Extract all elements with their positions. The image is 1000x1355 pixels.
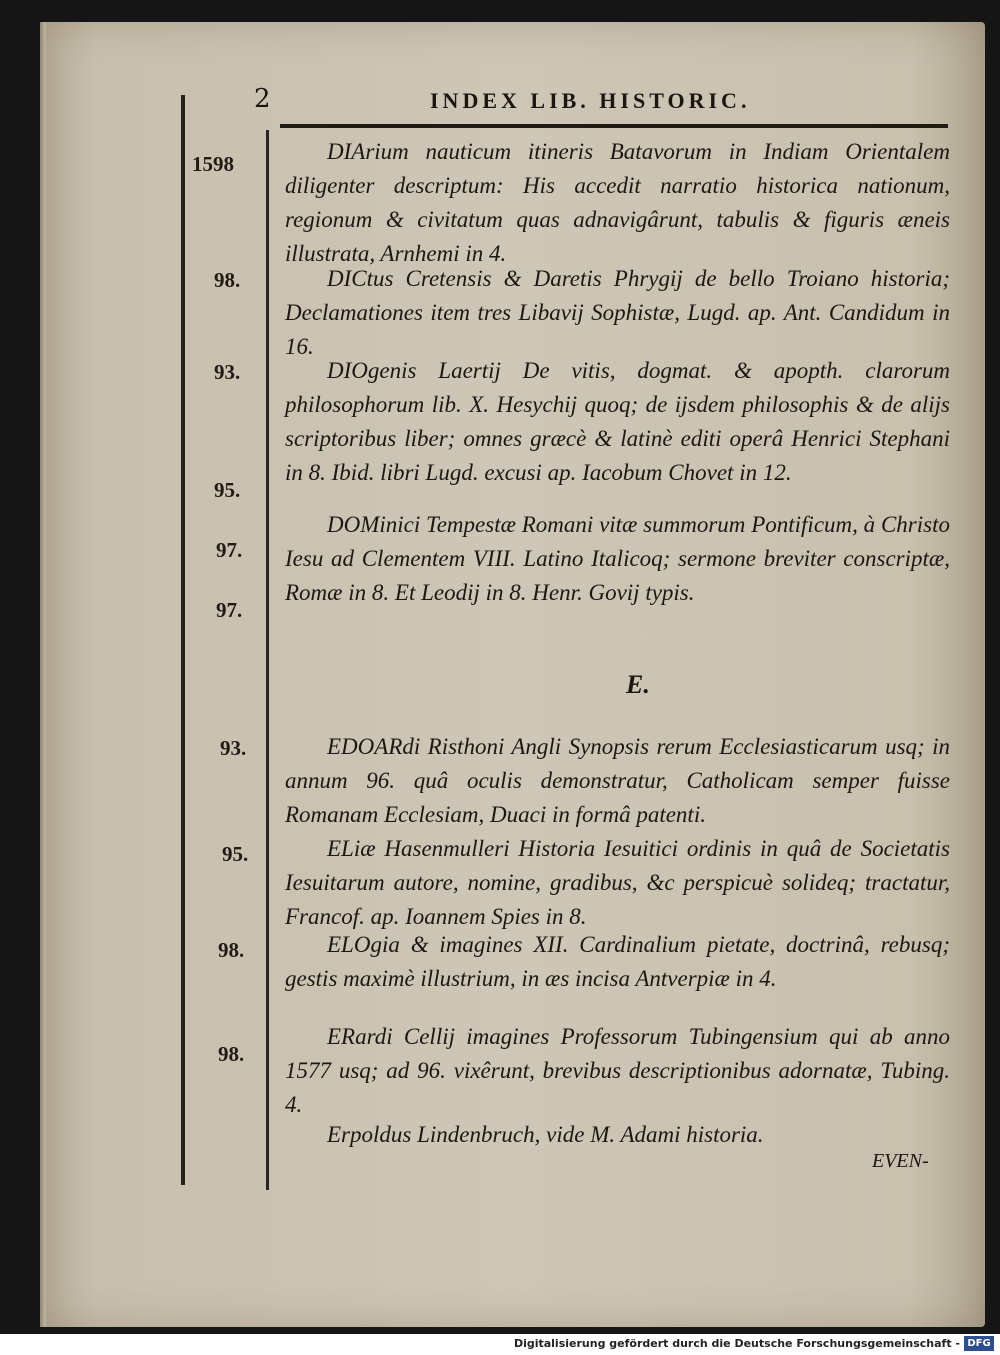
margin-year: 93. (220, 736, 247, 760)
margin-year: 95. (214, 478, 241, 502)
margin-rule-right (266, 130, 269, 1190)
index-entry: DOMinici Tempestæ Romani vitæ summorum Pontificum, à Christo Iesu ad Clementem VIII. Latino Italicoq; sermone breviter conscriptæ, Romæ in 8. Et Leodij in 8. Henr. Govij typis. (285, 512, 950, 605)
margin-rule-left (181, 95, 185, 1185)
index-entry: DIArium nauticum itineris Batavorum in Indiam Orientalem diligenter descriptum: His accedit narratio historica nationum, regionum & civitatum quas adnavigârunt, tabulis & figuris æneis illustrata, Arnhemi in 4. (285, 139, 950, 266)
running-head: INDEX LIB. HISTORIC. (430, 88, 751, 113)
margin-year: 98. (214, 268, 241, 292)
index-entry: ERardi Cellij imagines Professorum Tubingensium qui ab anno 1577 usq; ad 96. vixêrunt, brevibus descriptionibus adornatæ, Tubing. 4. (285, 1024, 950, 1117)
margin-year: 97. (216, 538, 243, 562)
header-rule (280, 124, 948, 128)
page-gutter-edge (40, 22, 46, 1327)
margin-year: 1598 (192, 152, 234, 176)
catchword: EVEN- (872, 1150, 929, 1172)
page-number: 2 (254, 84, 271, 114)
margin-year: 98. (218, 938, 245, 962)
index-entry: DIOgenis Laertij De vitis, dogmat. & apopth. clarorum philosophorum lib. X. Hesychij quoq; de ijsdem philosophis & de alijs scriptoribus liber; omnes græcè & latinè editi operâ Henrici Stephani in 8. Ibid. libri Lugd. excusi ap. Iacobum Chovet in 12. (285, 358, 950, 485)
index-entry: ELiæ Hasenmulleri Historia Iesuitici ordinis in quâ de Societatis Iesuitarum autore, nomine, gradibus, &c perspicuè solideq; tractatur, Francof. ap. Ioannem Spies in 8. (285, 836, 950, 929)
index-entry: Erpoldus Lindenbruch, vide M. Adami historia. (327, 1122, 764, 1147)
footer-bar (0, 1334, 1000, 1355)
section-letter: E. (626, 670, 650, 699)
margin-year: 93. (214, 360, 241, 384)
dfg-logo: DFG (964, 1336, 994, 1351)
margin-year: 97. (216, 598, 243, 622)
funding-credit: Digitalisierung gefördert durch die Deutsche Forschungsgemeinschaft - (513, 1337, 960, 1350)
index-entry: ELOgia & imagines XII. Cardinalium pietate, doctrinâ, rebusq; gestis maximè illustrium, in æs incisa Antverpiæ in 4. (285, 932, 950, 991)
margin-year: 95. (222, 842, 249, 866)
index-entry: EDOARdi Risthoni Angli Synopsis rerum Ecclesiasticarum usq; in annum 96. quâ oculis demonstratur, Catholicam semper fuisse Romanam Ecclesiam, Duaci in formâ patenti. (285, 734, 950, 827)
index-entry: DICtus Cretensis & Daretis Phrygij de bello Troiano historia; Declamationes item tres Libavij Sophistæ, Lugd. ap. Ant. Candidum in 16. (285, 266, 950, 359)
margin-year: 98. (218, 1042, 245, 1066)
